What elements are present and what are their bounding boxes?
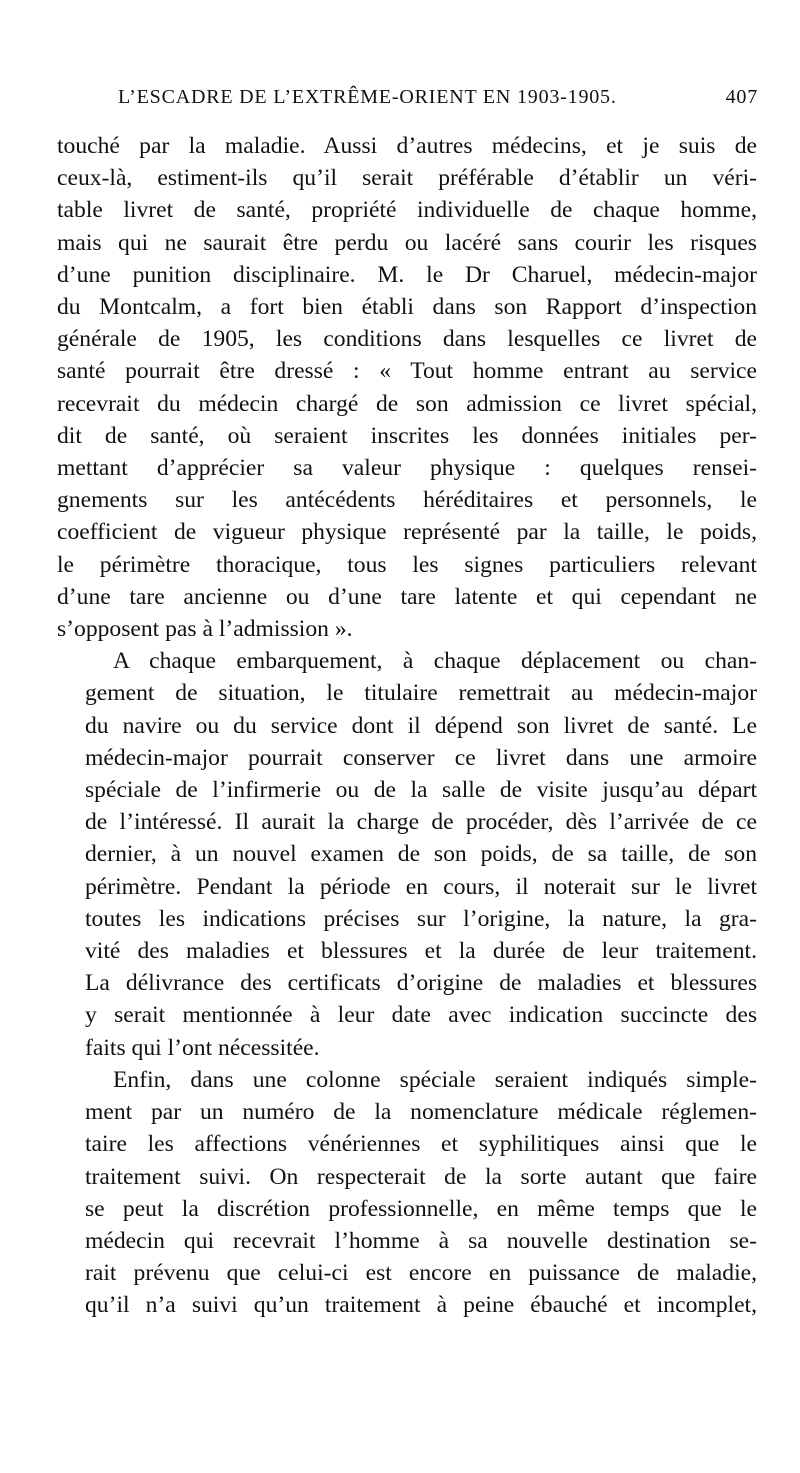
text-line: qu’il n’a suivi qu’un traitement à peine ébauché et incomplet, <box>85 1292 757 1319</box>
paragraph <box>57 130 757 645</box>
page-number: 407 <box>725 86 758 108</box>
text-line: touché par la maladie. Aussi d’autres médecins, et je suis de <box>57 133 757 159</box>
text-line: faits qui l’ont nécessitée. <box>85 1034 320 1061</box>
running-title: L’ESCADRE DE L’EXTRÊME-ORIENT EN 1903-1905. <box>118 86 617 108</box>
text-line: A chaque embarquement, à chaque déplacement ou chan- <box>113 648 757 675</box>
text-line: ment par un numéro de la nomenclature médicale réglemen- <box>85 1099 757 1126</box>
text-line: médecin qui recevrait l’homme à sa nouvelle destination se- <box>85 1227 757 1254</box>
text-line: du navire ou du service dont il dépend son livret de santé. Le <box>85 712 757 739</box>
text-line: d’une punition disciplinaire. M. le Dr Charuel, médecin-major <box>57 261 757 288</box>
running-header <box>118 86 758 109</box>
text-line: Enfin, dans une colonne spéciale seraient indiqués simple- <box>113 1066 757 1093</box>
paragraph <box>57 645 757 1064</box>
text-line: s’opposent pas à l’admission ». <box>57 616 353 643</box>
text-line: du Montcalm, a fort bien établi dans son Rapport d’inspection <box>57 294 757 321</box>
text-line: médecin-major pourrait conserver ce livret dans une armoire <box>85 744 757 771</box>
text-line: périmètre. Pendant la période en cours, il noterait sur le livret <box>85 873 757 900</box>
text-line: table livret de santé, propriété individuelle de chaque homme, <box>57 197 757 224</box>
text-line: générale de 1905, les conditions dans lesquelles ce livret de <box>57 326 757 353</box>
text-line: gement de situation, le titulaire remettrait au médecin-major <box>85 680 757 707</box>
text-line: traitement suivi. On respecterait de la sorte autant que faire <box>85 1163 757 1190</box>
text-line: recevrait du médecin chargé de son admission ce livret spécial, <box>57 390 757 417</box>
text-line: dit de santé, où seraient inscrites les données initiales per- <box>57 422 757 449</box>
text-line: de l’intéressé. Il aurait la charge de procéder, dès l’arrivée de ce <box>85 809 757 836</box>
text-line: spéciale de l’infirmerie ou de la salle de visite jusqu’au départ <box>85 777 757 804</box>
text-line: vité des maladies et blessures et la durée de leur traitement. <box>85 938 757 965</box>
text-line: mettant d’apprécier sa valeur physique : quelques rensei- <box>57 455 757 482</box>
text-line: santé pourrait être dressé : « Tout homme entrant au service <box>57 358 757 385</box>
text-line: taire les affections vénériennes et syphilitiques ainsi que le <box>85 1131 757 1158</box>
text-line: toutes les indications précises sur l’origine, la nature, la gra- <box>85 905 757 932</box>
text-line: dernier, à un nouvel examen de son poids, de sa taille, de son <box>85 841 757 868</box>
text-line: coefficient de vigueur physique représenté par la taille, le poids, <box>57 519 757 546</box>
text-line: ceux-là, estiment-ils qu’il serait préférable d’établir un véri- <box>57 165 757 192</box>
text-line: La délivrance des certificats d’origine de maladies et blessures <box>85 970 757 997</box>
paragraph <box>57 1064 757 1322</box>
text-line: mais qui ne saurait être perdu ou lacéré sans courir les risques <box>57 229 757 256</box>
page-body <box>57 130 757 1322</box>
text-line: se peut la discrétion professionnelle, en même temps que le <box>85 1195 757 1222</box>
text-line: gnements sur les antécédents héréditaires et personnels, le <box>57 487 757 514</box>
text-line: d’une tare ancienne ou d’une tare latente et qui cependant ne <box>57 583 757 610</box>
text-line: le périmètre thoracique, tous les signes particuliers relevant <box>57 551 757 578</box>
text-line: y serait mentionnée à leur date avec indication succincte des <box>85 1002 757 1029</box>
text-line: rait prévenu que celui-ci est encore en puissance de maladie, <box>85 1260 757 1287</box>
